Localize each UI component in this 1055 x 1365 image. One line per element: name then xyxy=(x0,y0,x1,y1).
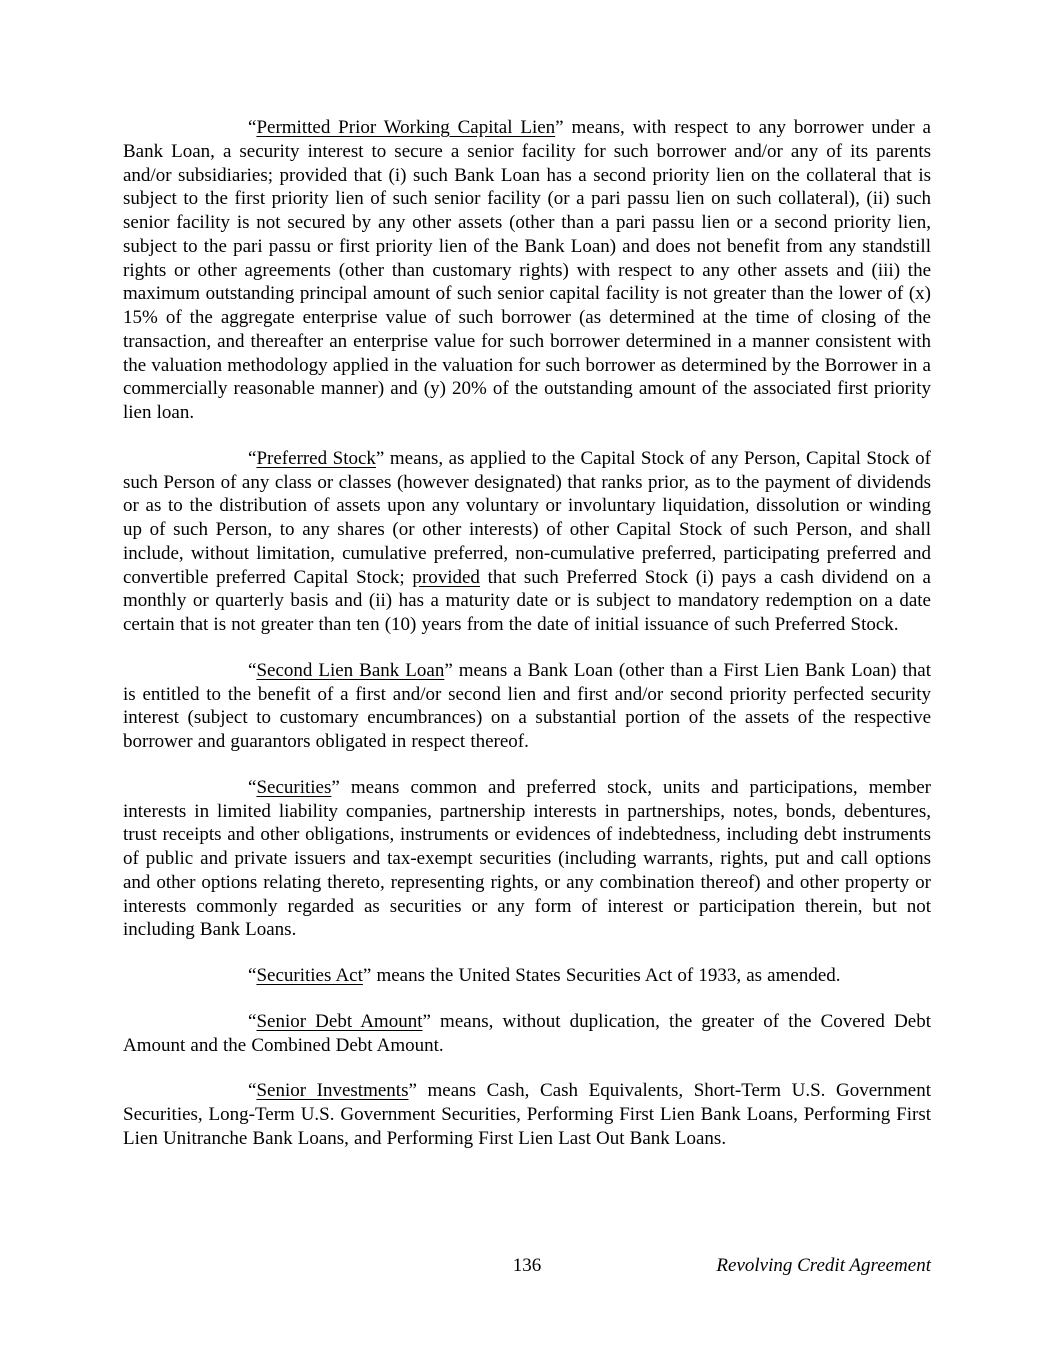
defined-term: Permitted Prior Working Capital Lien xyxy=(256,117,556,138)
document-title: Revolving Credit Agreement xyxy=(716,1255,931,1276)
definition-paragraph-senior-debt-amount xyxy=(123,1010,931,1058)
body-text: “ xyxy=(248,447,257,469)
body-text: ” means, without duplication, the greater of the Covered Debt Amount and the Combined Debt Amount. xyxy=(123,1010,931,1056)
body-text: “ xyxy=(248,776,257,798)
defined-term: Senior Investments xyxy=(256,1080,409,1102)
defined-term: Securities xyxy=(256,776,332,798)
body-text: ” means a Bank Loan (other than a First Lien Bank Loan) that is entitled to the benefit of a first and/or second lien and first and/or second priority perfected security interest (subject to customary encumbrances) on a substantial portion of the assets of the respective borrower and guarantors obligated in respect thereof. xyxy=(123,659,931,752)
definition-paragraph-permitted-prior-working-capital-lien xyxy=(123,116,931,425)
defined-term: Preferred Stock xyxy=(256,447,376,469)
page-number: 136 xyxy=(512,1255,542,1276)
definition-paragraph-securities xyxy=(123,776,931,942)
page-footer xyxy=(123,1254,931,1282)
defined-term: provided xyxy=(412,566,480,588)
body-text: that such Preferred Stock (i) pays a cash dividend on a monthly or quarterly basis and (ii) has a maturity date or is subject to mandatory redemption on a date certain that is not greater than ten (10) years from the date of initial issuance of such Preferred Stock. xyxy=(123,566,931,635)
body-text: “ xyxy=(248,965,257,986)
body-text: “ xyxy=(248,1080,257,1102)
definitions-text-block xyxy=(123,116,931,1173)
defined-term: Senior Debt Amount xyxy=(256,1010,423,1032)
definition-paragraph-second-lien-bank-loan xyxy=(123,659,931,754)
definition-paragraph-senior-investments xyxy=(123,1079,931,1150)
body-text: ” means, with respect to any borrower under a Bank Loan, a security interest to secure a senior facility for such borrower and/or any of its parents and/or subsidiaries; provided that (i) such Bank Loan has a second priority lien on the collateral that is subject to the first priority lien of such senior facility (or a pari passu lien on such collateral), (ii) such senior facility is not secured by any other assets (other than a pari passu lien or a second priority lien, subject to the pari passu or first priority lien of the Bank Loan) and does not benefit from any standstill rights or other agreements (other than customary rights) with respect to any other assets and (iii) the maximum outstanding principal amount of such senior capital facility is not greater than the lower of (x) 15% of the aggregate enterprise value of such borrower (as determined at the time of closing of the transaction, and thereafter an enterprise value for such borrower determined in a manner consistent with the valuation methodology applied in the valuation for such borrower as determined by the Borrower in a commercially reasonable manner) and (y) 20% of the outstanding amount of the associated first priority lien loan. xyxy=(123,117,931,423)
body-text: ” means the United States Securities Act of 1933, as amended. xyxy=(362,965,841,986)
body-text: “ xyxy=(248,1010,257,1032)
body-text: ” means, as applied to the Capital Stock of any Person, Capital Stock of such Person of any class or classes (however designated) that ranks prior, as to the payment of dividends or as to the distribution of assets upon any voluntary or involuntary liquidation, dissolution or winding up of such Person, to any shares (or other interests) of other Capital Stock of such Person, and shall include, without limitation, cumulative preferred, non-cumulative preferred, participating preferred and convertible preferred Capital Stock; xyxy=(123,447,931,588)
defined-term: Second Lien Bank Loan xyxy=(256,659,445,681)
definition-paragraph-securities-act xyxy=(123,964,931,988)
body-text: ” means Cash, Cash Equivalents, Short-Term U.S. Government Securities, Long-Term U.S. Government Securities, Performing First Lien Bank Loans, Performing First Lien Unitranche Bank Loans, and Performing First Lien Last Out Bank Loans. xyxy=(123,1080,931,1149)
definition-paragraph-preferred-stock xyxy=(123,447,931,637)
defined-term: Securities Act xyxy=(256,965,363,986)
body-text: “ xyxy=(248,659,257,681)
body-text: ” means common and preferred stock, units and participations, member interests in limited liability companies, partnership interests in partnerships, notes, bonds, debentures, trust receipts and other obligations, instruments or evidences of indebtedness, including debt instruments of public and private issuers and tax-exempt securities (including warrants, rights, put and call options and other options relating thereto, representing rights, or any combination thereof) and other property or interests commonly regarded as securities or any form of interest or participation therein, but not including Bank Loans. xyxy=(123,776,931,941)
body-text: “ xyxy=(248,117,257,138)
